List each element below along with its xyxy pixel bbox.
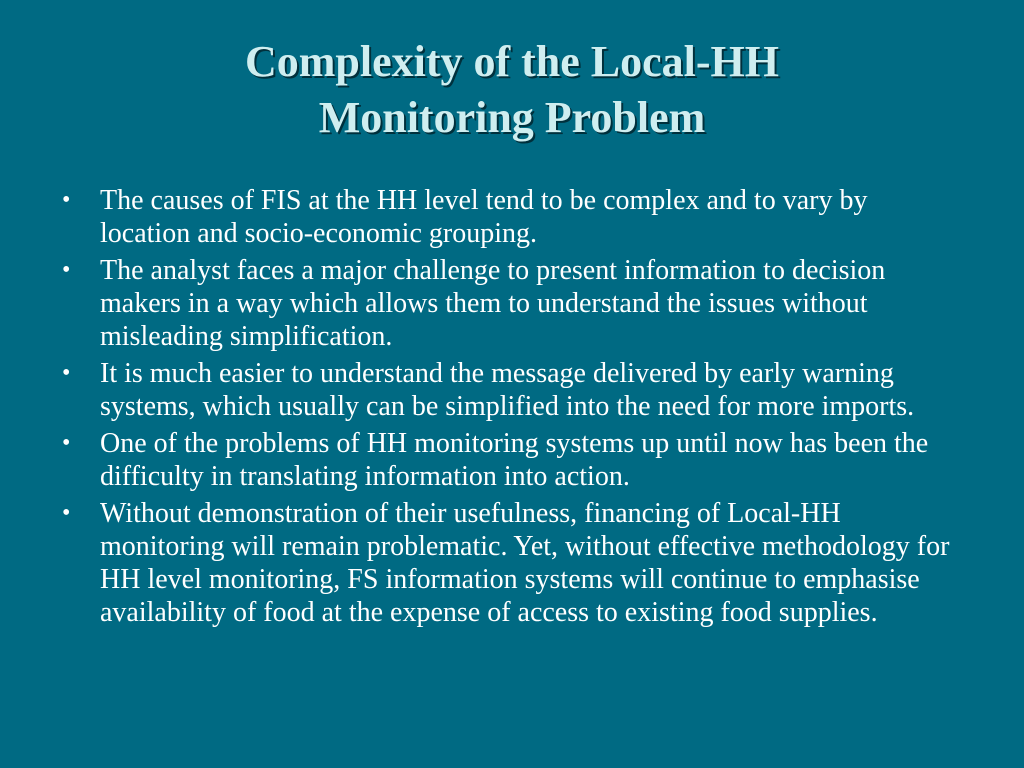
bullet-text: The causes of FIS at the HH level tend to be complex and to vary by location and socio-economic grouping. [100, 185, 868, 249]
bullet-item [62, 254, 962, 353]
bullet-item [62, 184, 962, 250]
bullet-marker: • [62, 430, 71, 456]
bullet-list [62, 184, 962, 633]
bullet-item [62, 497, 962, 629]
slide-title [60, 34, 964, 146]
bullet-item [62, 427, 962, 493]
bullet-marker: • [62, 500, 71, 526]
bullet-text: The analyst faces a major challenge to present information to decision makers in a way which allows them to understand the issues without misleading simplification. [100, 255, 886, 352]
bullet-text: Without demonstration of their usefulness, financing of Local-HH monitoring will remain problematic. Yet, without effective methodology for HH level monitoring, FS information systems will continue to emphasise availability of food at the expense of access to existing food supplies. [100, 498, 950, 628]
bullet-text: It is much easier to understand the message delivered by early warning systems, which usually can be simplified into the need for more imports. [100, 358, 915, 422]
bullet-item [62, 357, 962, 423]
bullet-marker: • [62, 257, 71, 283]
bullet-marker: • [62, 187, 71, 213]
bullet-marker: • [62, 360, 71, 386]
slide-title-line-2: Monitoring Problem [318, 93, 706, 142]
slide-title-line-1: Complexity of the Local-HH [244, 37, 780, 86]
bullet-text: One of the problems of HH monitoring systems up until now has been the difficulty in translating information into action. [100, 428, 929, 492]
